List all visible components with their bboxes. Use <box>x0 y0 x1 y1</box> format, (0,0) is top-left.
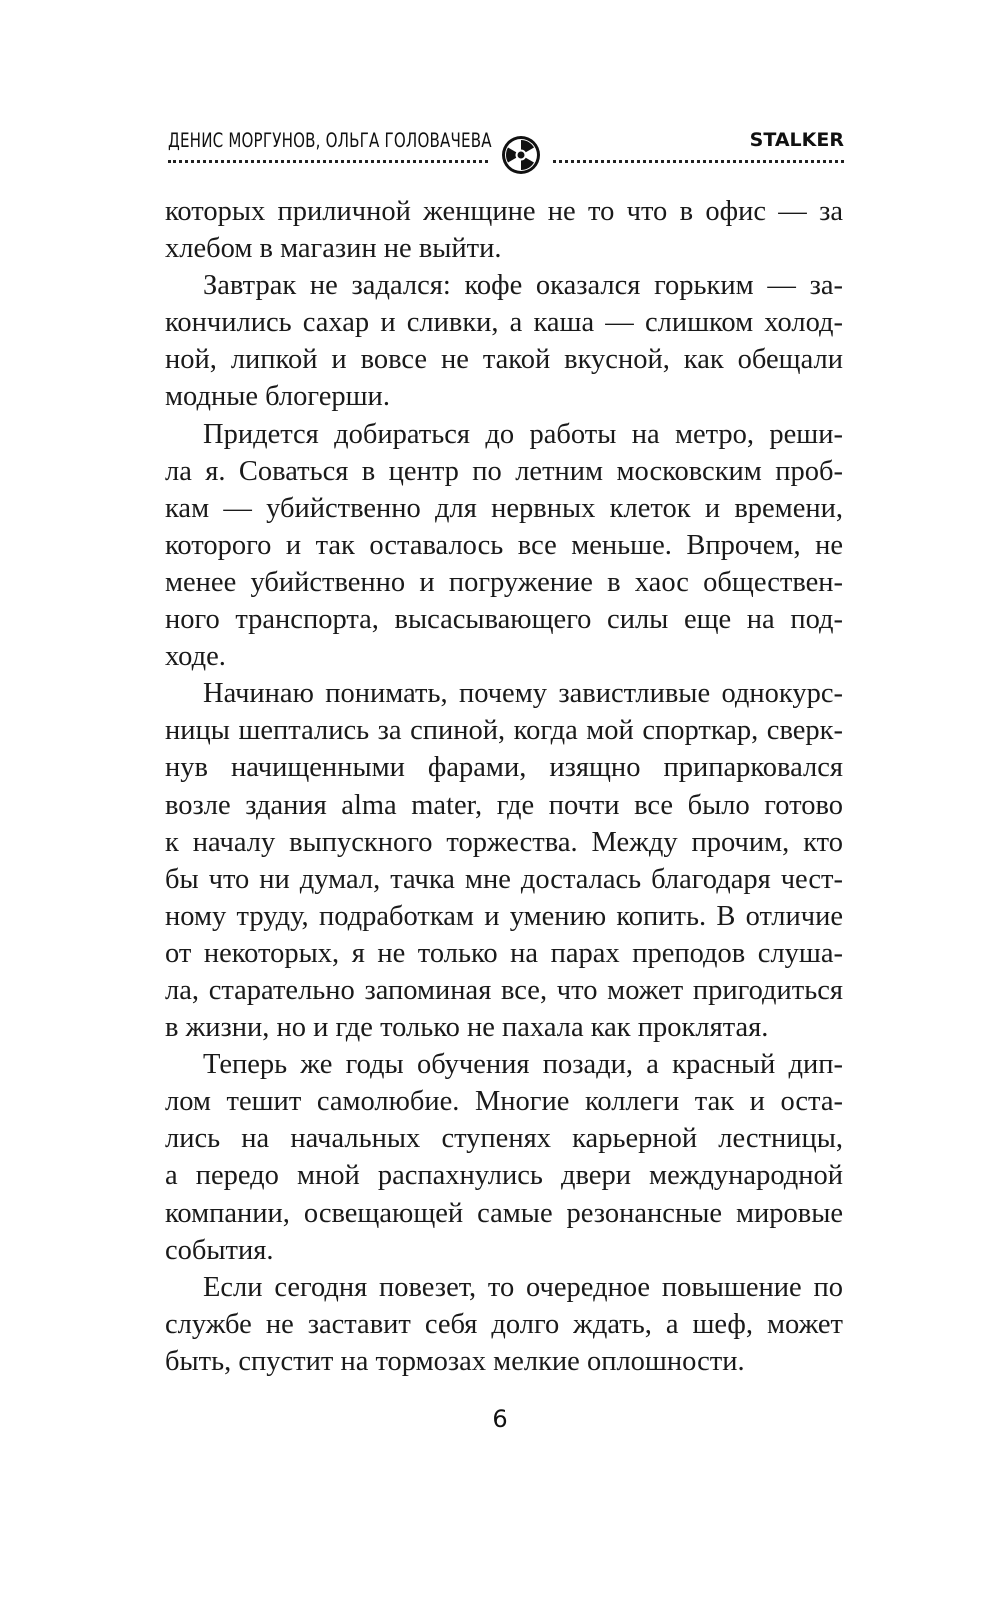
text-line: ла я. Соваться в центр по летним московским проб- <box>165 455 843 487</box>
paragraph <box>165 1046 843 1269</box>
dotted-rule-right <box>553 160 844 163</box>
text-line: Завтрак не задался: кофе оказался горьким — за- <box>203 270 843 302</box>
paragraph <box>165 193 843 267</box>
text-line: лись на начальных ступенях карьерной лестницы, <box>165 1123 843 1155</box>
text-line: от некоторых, я не только на парах преподов слуша- <box>165 937 843 969</box>
text-line: Начинаю понимать, почему завистливые однокурс- <box>203 678 843 710</box>
text-line: события. <box>165 1234 274 1266</box>
text-line: возле здания alma mater, где почти все было готово <box>165 789 843 821</box>
text-line: к началу выпускного торжества. Между прочим, кто <box>165 826 843 858</box>
text-line: Теперь же годы обучения позади, а красный дип- <box>203 1049 843 1081</box>
text-line: компании, освещающей самые резонансные мировые <box>165 1197 843 1229</box>
text-line: ла, старательно запоминая все, что может пригодиться <box>165 974 843 1006</box>
text-line: нув начищенными фарами, изящно припарковался <box>165 752 843 784</box>
text-line: ходе. <box>165 641 226 673</box>
text-line: быть, спустит на тормозах мелкие оплошности. <box>165 1345 745 1377</box>
paragraph <box>165 1269 843 1380</box>
text-line: Если сегодня повезет, то очередное повышение по <box>203 1271 843 1303</box>
running-head-authors: ДЕНИС МОРГУНОВ, ОЛЬГА ГОЛОВАЧЕВА <box>168 129 492 152</box>
text-line: в жизни, но и где только не пахала как проклятая. <box>165 1012 769 1044</box>
text-line: ного транспорта, высасывающего силы еще на под- <box>165 604 843 636</box>
page-number: 6 <box>492 1405 508 1433</box>
text-line: службе не заставит себя долго ждать, а шеф, может <box>165 1308 843 1340</box>
text-line: модные блогерши. <box>165 381 390 413</box>
body-text <box>165 193 843 1380</box>
text-line: ницы шептались за спиной, когда мой спорткар, сверк- <box>165 715 843 747</box>
running-head-series: STALKER <box>749 129 844 151</box>
paragraph <box>165 416 843 676</box>
paragraph <box>165 267 843 415</box>
text-line: которого и так оставалось все меньше. Впрочем, не <box>165 529 843 561</box>
text-line: а передо мной распахнулись двери международной <box>165 1160 843 1192</box>
text-line: ному труду, подработкам и умению копить. В отличие <box>165 900 843 932</box>
text-line: лом тешит самолюбие. Многие коллеги так и оста- <box>165 1086 843 1118</box>
text-line: которых приличной женщине не то что в офис — за <box>165 196 843 227</box>
text-line: хлебом в магазин не выйти. <box>165 233 502 265</box>
text-line: Придется добираться до работы на метро, реши- <box>203 418 843 450</box>
text-line: кончились сахар и сливки, а каша — слишком холод- <box>165 307 843 339</box>
text-line: бы что ни думал, тачка мне досталась благодаря чест- <box>165 863 843 895</box>
text-line: кам — убийственно для нервных клеток и времени, <box>165 492 843 524</box>
dotted-rule-left <box>168 160 488 163</box>
running-head <box>168 127 844 175</box>
text-line: менее убийственно и погружение в хаос обществен- <box>165 566 843 598</box>
paragraph <box>165 675 843 1046</box>
radiation-trefoil-icon <box>501 135 541 175</box>
text-line: ной, липкой и вовсе не такой вкусной, как обещали <box>165 344 843 376</box>
